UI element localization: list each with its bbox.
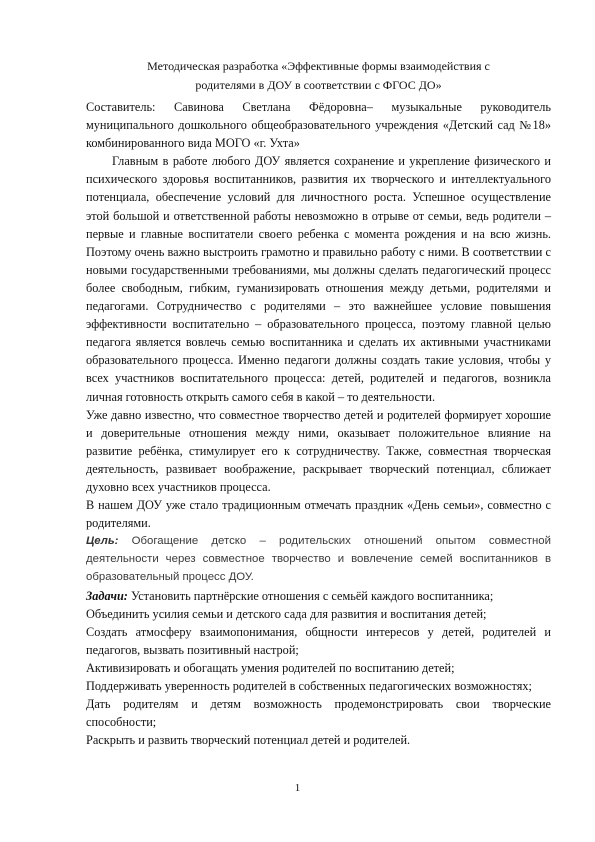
goal-paragraph xyxy=(86,532,551,586)
title-line-2: родителями в ДОУ в соответствии с ФГОС ДО» xyxy=(195,78,442,92)
title-line-1: Методическая разработка «Эффективные формы взаимодействия с xyxy=(147,59,490,73)
task-item: Объединить усилия семьи и детского сада для развития и воспитания детей; xyxy=(86,606,487,621)
task-item: Активизировать и обогащать умения родителей по воспитанию детей; xyxy=(86,660,455,675)
page-number: 1 xyxy=(294,782,301,794)
author-paragraph: Составитель: Савинова Светлана Фёдоровна– музыкальные руководитель муниципального дошкольного общеобразовательного учреждения «Детский сад №18» комбинированного вида МОГО «г. Ухта» xyxy=(86,100,551,151)
task-item: Поддерживать уверенность родителей в собственных педагогических возможностях; xyxy=(86,679,532,693)
creativity-paragraph: Уже давно известно, что совместное творчество детей и родителей формирует хорошие и доверительные отношения между ними, оказывает положительное влияние на развитие ребёнка, стимулирует его к сотрудничеству. Также, совместная творческая деятельность, развивает воображение, раскрывает творческий потенциал, сближает духовно всех участников процесса. xyxy=(86,407,551,494)
goal-label: Цель: xyxy=(86,535,119,548)
tasks-paragraph xyxy=(86,587,551,605)
goal-text: Обогащение детско – родительских отношений опытом совместной деятельности через совместное творчество и вовлечение семей воспитанников в образовательный процесс ДОУ. xyxy=(86,535,551,584)
task-item: Раскрыть и развить творческий потенциал детей и родителей. xyxy=(86,733,411,748)
task-item: Дать родителям и детям возможность продемонстрировать свои творческие способности; xyxy=(86,697,551,730)
document-title xyxy=(86,57,551,95)
document-body xyxy=(86,98,551,749)
family-day-paragraph: В нашем ДОУ уже стало традиционным отмечать праздник «День семьи», совместно с родителями. xyxy=(86,498,551,531)
intro-paragraph: Главным в работе любого ДОУ является сохранение и укрепление физического и психического здоровья воспитанников, развития их творческого и интеллектуального потенциала, обеспечение условий для личностного роста. Успешное осуществление этой большой и ответственной работы невозможно в отрыве от семьи, ведь родители – первые и главные воспитатели своего ребенка с момента рождения и на всю жизнь. Поэтому очень важно выстроить грамотно и правильно работу с ними. В соответствии с новыми государственными требованиями, мы должны сделать педагогический процесс более свободным, гибким, гуманизировать отношения между детьми, родителями и педагогами. Сотрудничество с родителями – это важнейшее условие повышения эффективности воспитательно – образовательного процесса, поэтому главной целью педагога является вовлечь семью воспитанника и сделать их активными участниками образовательного процесса. Именно педагоги должны создать такие условия, чтобы у всех участников воспитательного процесса: детей, родителей и педагогов, возникла личная готовность открыть самого себя в какой – то деятельности. xyxy=(86,154,551,404)
tasks-label: Задачи: xyxy=(86,588,128,603)
task-item: Создать атмосферу взаимопонимания, общности интересов у детей, родителей и педагогов, вызвать позитивный настрой; xyxy=(86,624,551,657)
task-item-first: Установить партнёрские отношения с семьёй каждого воспитанника; xyxy=(127,588,494,603)
